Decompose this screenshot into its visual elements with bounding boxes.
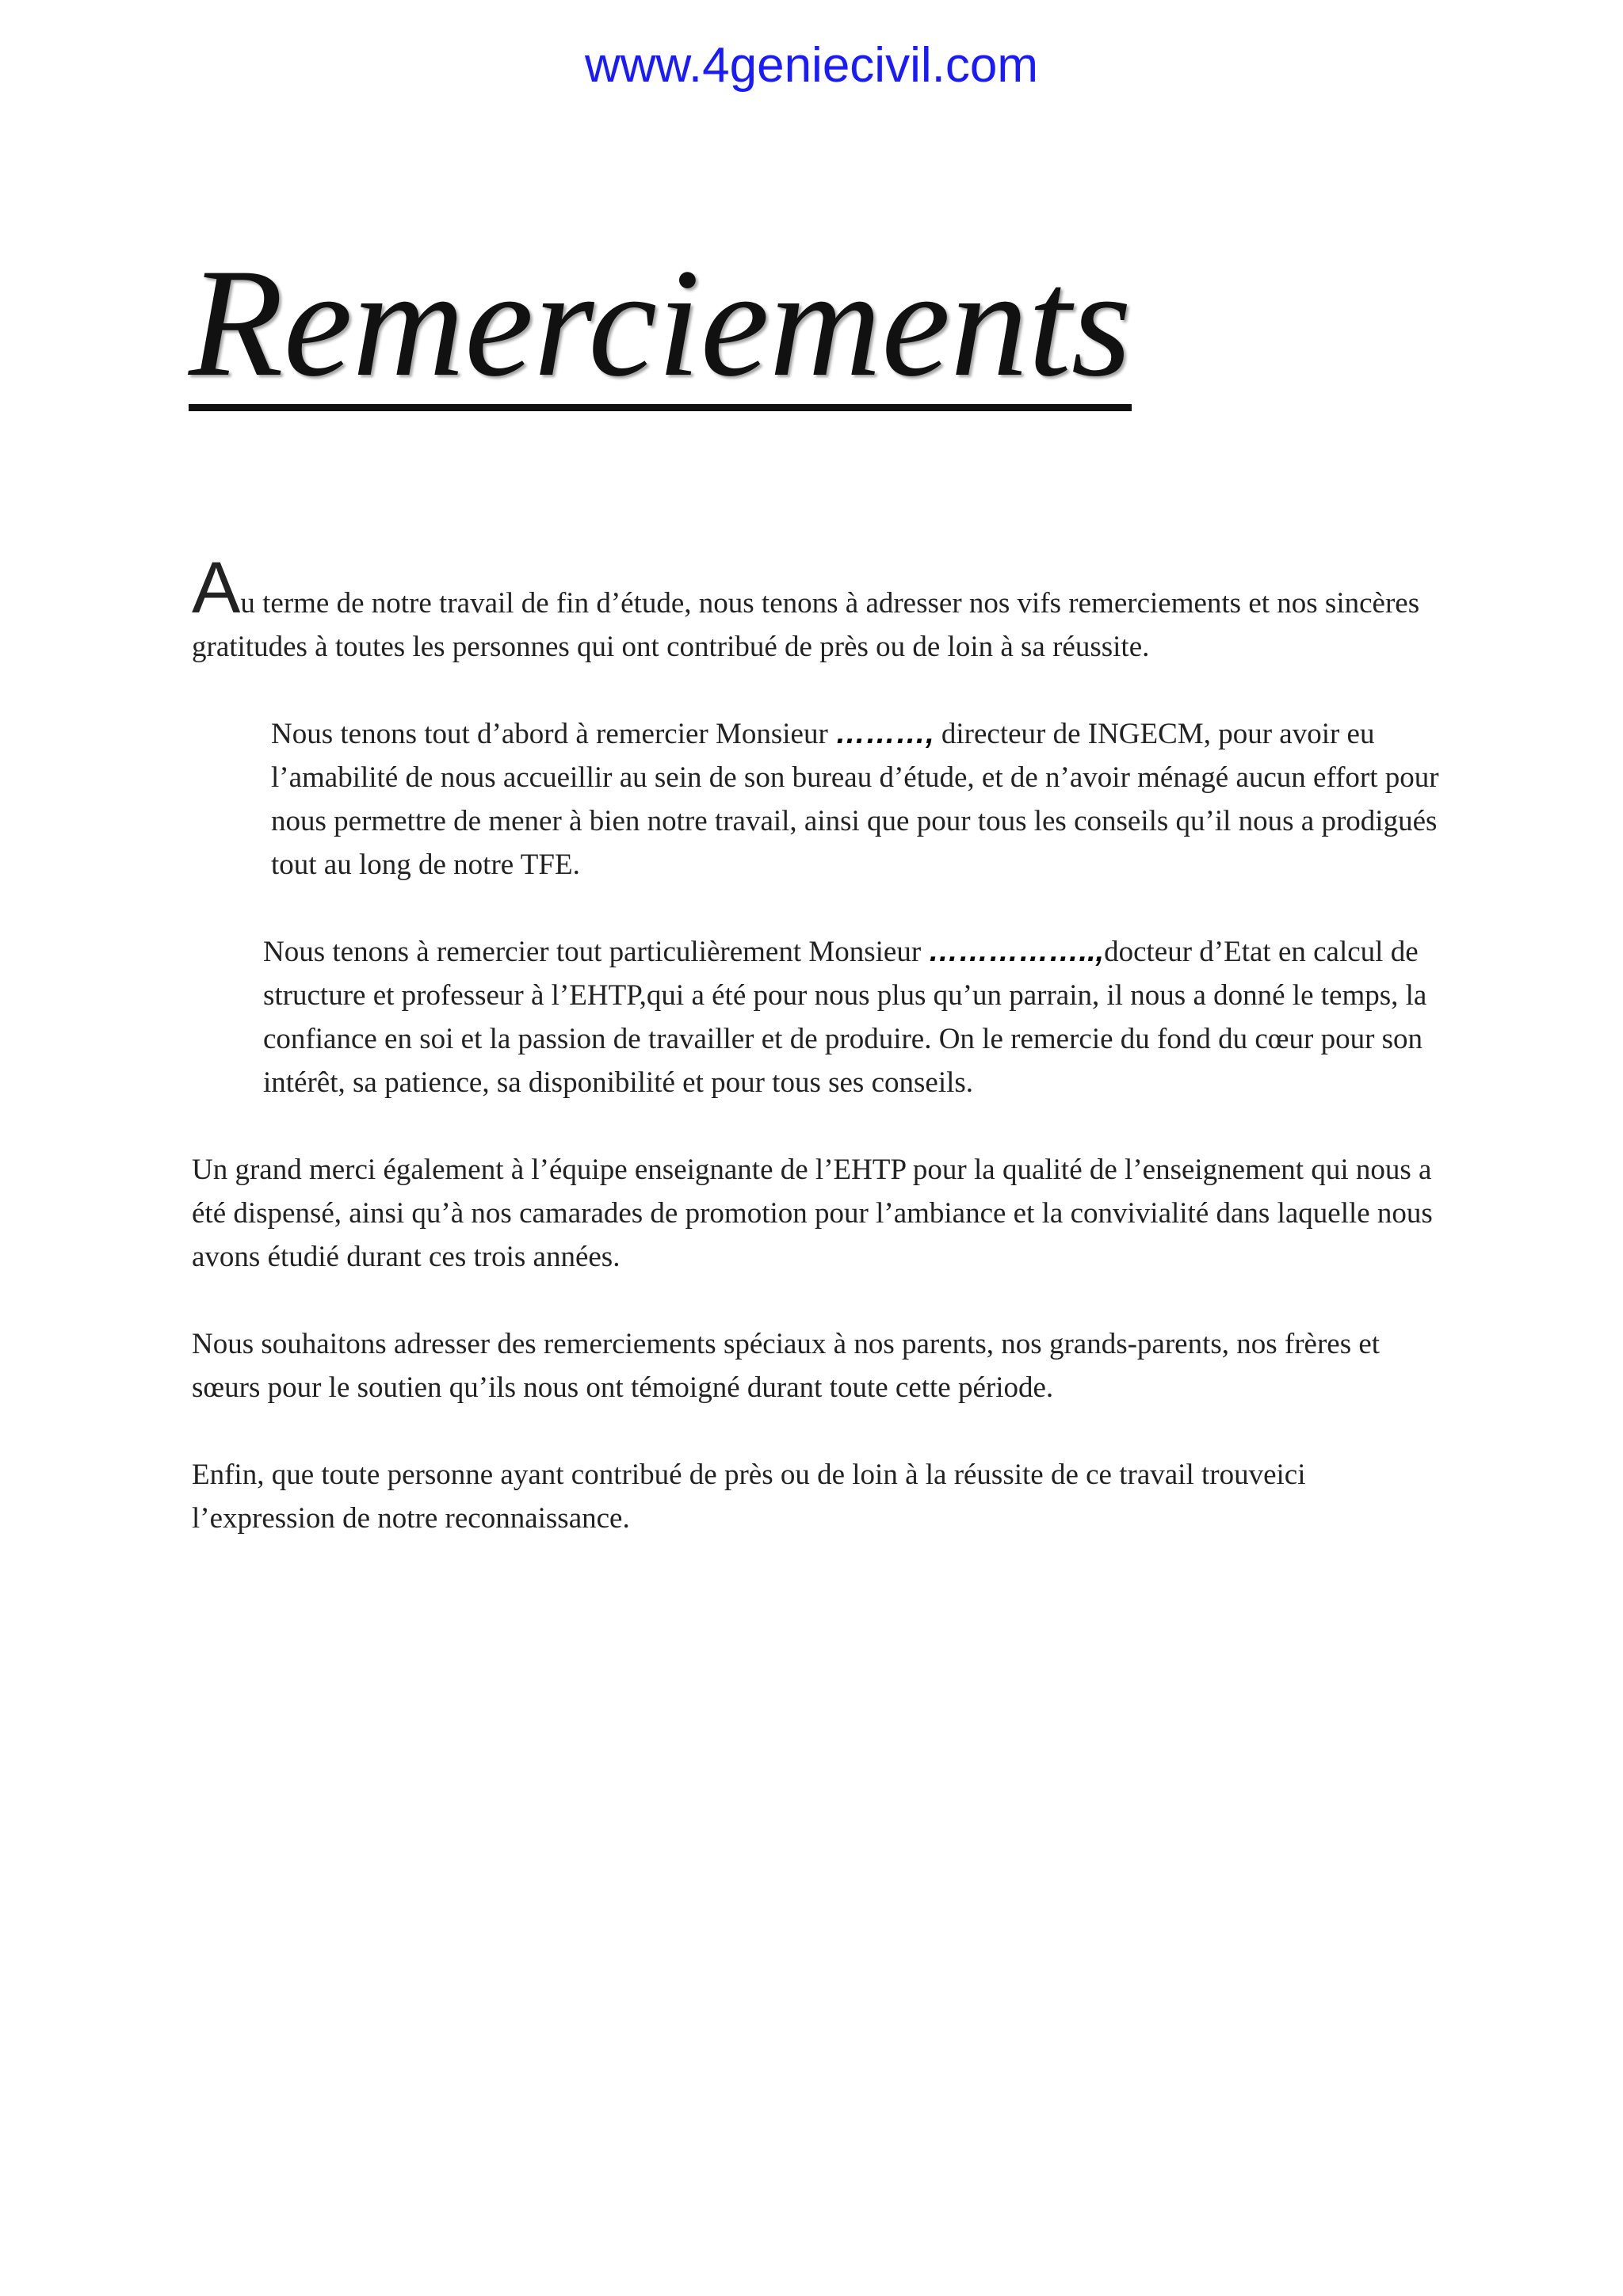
name-placeholder: …………….., xyxy=(928,935,1105,968)
paragraph-director-before: Nous tenons tout d’abord à remercier Monsieur xyxy=(271,718,836,750)
paragraph-closing: Enfin, que toute personne ayant contribué de près ou de loin à la réussite de ce travail trouveici l’expression de notre reconnaissance. xyxy=(192,1459,1306,1535)
paragraph-supervisor-before: Nous tenons à remercier tout particulièrement Monsieur xyxy=(263,936,929,968)
paragraph-director-after: directeur de INGECM, pour avoir eu l’amabilité de nous accueillir au sein de son bureau d’étude, et de n’avoir ménagé aucun effort pour nous permettre de mener à bien notre travail, ainsi que pour tous les conseils qu’il nous a prodigués tout au long de notre TFE. xyxy=(271,718,1439,881)
name-placeholder: ………, xyxy=(835,717,934,750)
drop-cap: A xyxy=(192,547,241,628)
paragraph-supervisor xyxy=(192,930,1452,1104)
page-title: Remerciements xyxy=(189,246,1132,411)
paragraph-intro xyxy=(192,547,1452,669)
acknowledgements-body xyxy=(192,547,1452,1584)
paragraph-intro-text: u terme de notre travail de fin d’étude, nous tenons à adresser nos vifs remerciements et nos sincères gratitudes à toutes les personnes qui ont contribué de près ou de loin à sa réussite. xyxy=(192,587,1420,663)
paragraph-teachers: Un grand merci également à l’équipe enseignante de l’EHTP pour la qualité de l’enseignement qui nous a été dispensé, ainsi qu’à nos camarades de promotion pour l’ambiance et la convivialité dans laquelle nous avons étudié durant ces trois années. xyxy=(192,1154,1433,1273)
site-url-link[interactable]: www.4geniecivil.com xyxy=(585,38,1038,93)
paragraph-director xyxy=(192,712,1452,887)
paragraph-supervisor-after: docteur d’Etat en calcul de structure et professeur à l’EHTP,qui a été pour nous plus qu’un parrain, il nous a donné le temps, la confiance en soi et la passion de travailler et de produire. On le remercie du fond du cœur pour son intérêt, sa patience, sa disponibilité et pour tous ses conseils. xyxy=(263,936,1427,1099)
paragraph-family: Nous souhaitons adresser des remerciements spéciaux à nos parents, nos grands-parents, nos frères et sœurs pour le soutien qu’ils nous ont témoigné durant toute cette période. xyxy=(192,1328,1381,1404)
